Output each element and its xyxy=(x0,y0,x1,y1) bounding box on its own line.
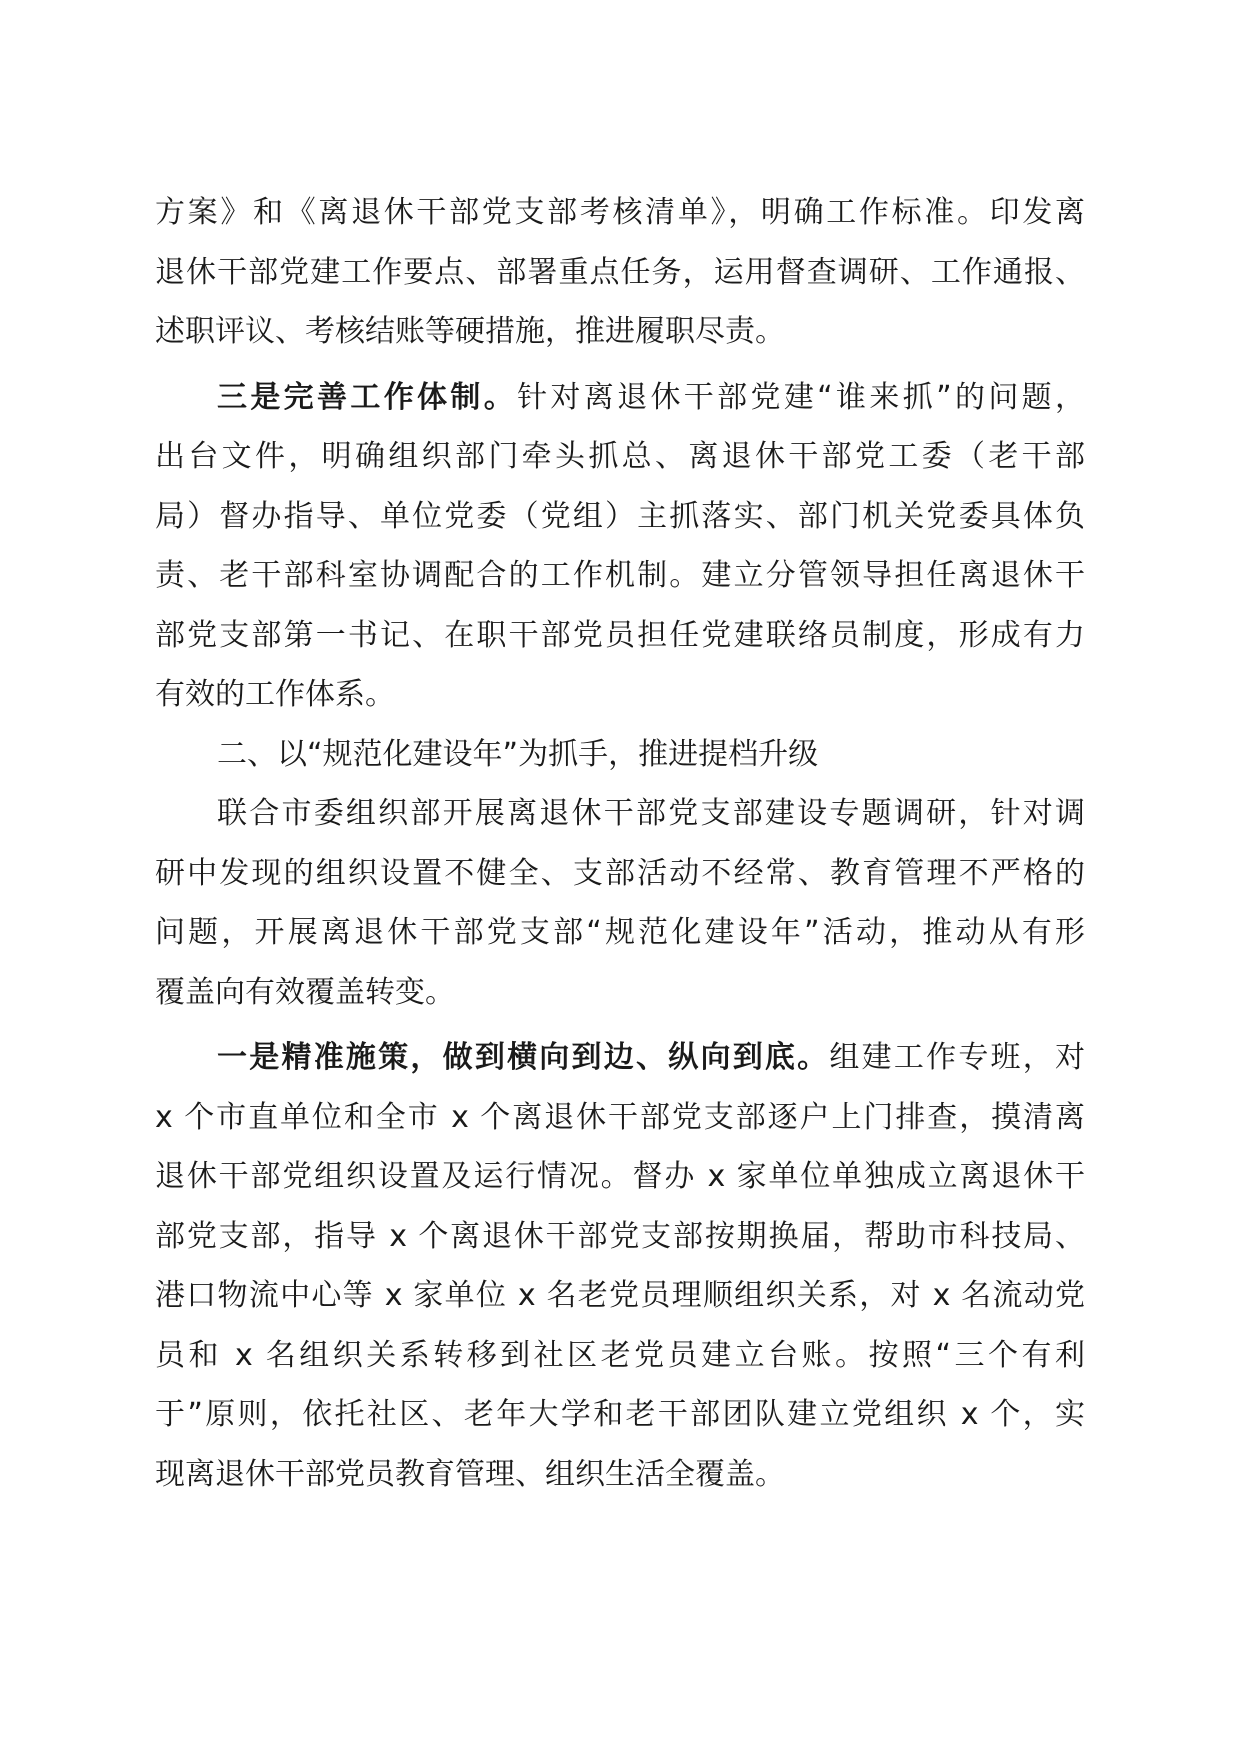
paragraph-lead: 一是精准施策，做到横向到边、纵向到底。 xyxy=(217,1040,830,1075)
paragraph-line: 问题，开展离退休干部党支部“规范化建设年”活动，推动从有形 xyxy=(155,915,1085,950)
paragraph-line: 有效的工作体系。 xyxy=(155,677,395,712)
section-heading xyxy=(155,725,1085,785)
paragraph-line: 港口物流中心等 x 家单位 x 名老党员理顺组织关系，对 x 名流动党 xyxy=(155,1278,1085,1313)
paragraph-3 xyxy=(155,784,1085,1022)
paragraph-line: 述职评议、考核结账等硬措施，推进履职尽责。 xyxy=(155,314,785,349)
paragraph-line: 退休干部党建工作要点、部署重点任务，运用督查调研、工作通报、 xyxy=(155,254,1085,290)
paragraph-line: 退休干部党组织设置及运行情况。督办 x 家单位单独成立离退休干 xyxy=(155,1159,1085,1194)
paragraph-text: 组建工作专班，对 xyxy=(829,1040,1086,1075)
section-heading-text: 二、以“规范化建设年”为抓手，推进提档升级 xyxy=(217,736,819,772)
paragraph-lead: 三是完善工作体制。 xyxy=(217,379,518,415)
paragraph-line: 方案》和《离退休干部党支部考核清单》，明确工作标准。印发离 xyxy=(155,195,1085,230)
paragraph-line xyxy=(155,1028,1085,1088)
paragraph-line: 研中发现的组织设置不健全、支部活动不经常、教育管理不严格的 xyxy=(155,855,1085,891)
paragraph-line: 联合市委组织部开展离退休干部党支部建设专题调研，针对调 xyxy=(217,796,1085,831)
paragraph-line: 于”原则，依托社区、老年大学和老干部团队建立党组织 x 个，实 xyxy=(155,1397,1085,1432)
paragraph-2 xyxy=(155,368,1085,725)
document-body xyxy=(155,183,1085,1504)
paragraph-text: 针对离退休干部党建“谁来抓”的问题， xyxy=(517,379,1086,415)
paragraph-line: x 个市直单位和全市 x 个离退休干部党支部逐户上门排查，摸清离 xyxy=(155,1099,1085,1135)
paragraph-line: 责、老干部科室协调配合的工作机制。建立分管领导担任离退休干 xyxy=(155,558,1085,593)
paragraph-line xyxy=(155,368,1085,428)
paragraph-line: 部党支部，指导 x 个离退休干部党支部按期换届，帮助市科技局、 xyxy=(155,1218,1085,1254)
paragraph-line: 部党支部第一书记、在职干部党员担任党建联络员制度，形成有力 xyxy=(155,617,1085,653)
paragraph-line: 局）督办指导、单位党委（党组）主抓落实、部门机关党委具体负 xyxy=(155,498,1085,534)
paragraph-4 xyxy=(155,1028,1085,1504)
paragraph-line: 员和 x 名组织关系转移到社区老党员建立台账。按照“三个有利 xyxy=(155,1337,1085,1373)
paragraph-line: 覆盖向有效覆盖转变。 xyxy=(155,974,455,1010)
paragraph-1 xyxy=(155,183,1085,362)
paragraph-line: 现离退休干部党员教育管理、组织生活全覆盖。 xyxy=(155,1456,785,1492)
paragraph-line: 出台文件，明确组织部门牵头抓总、离退休干部党工委（老干部 xyxy=(155,439,1085,474)
